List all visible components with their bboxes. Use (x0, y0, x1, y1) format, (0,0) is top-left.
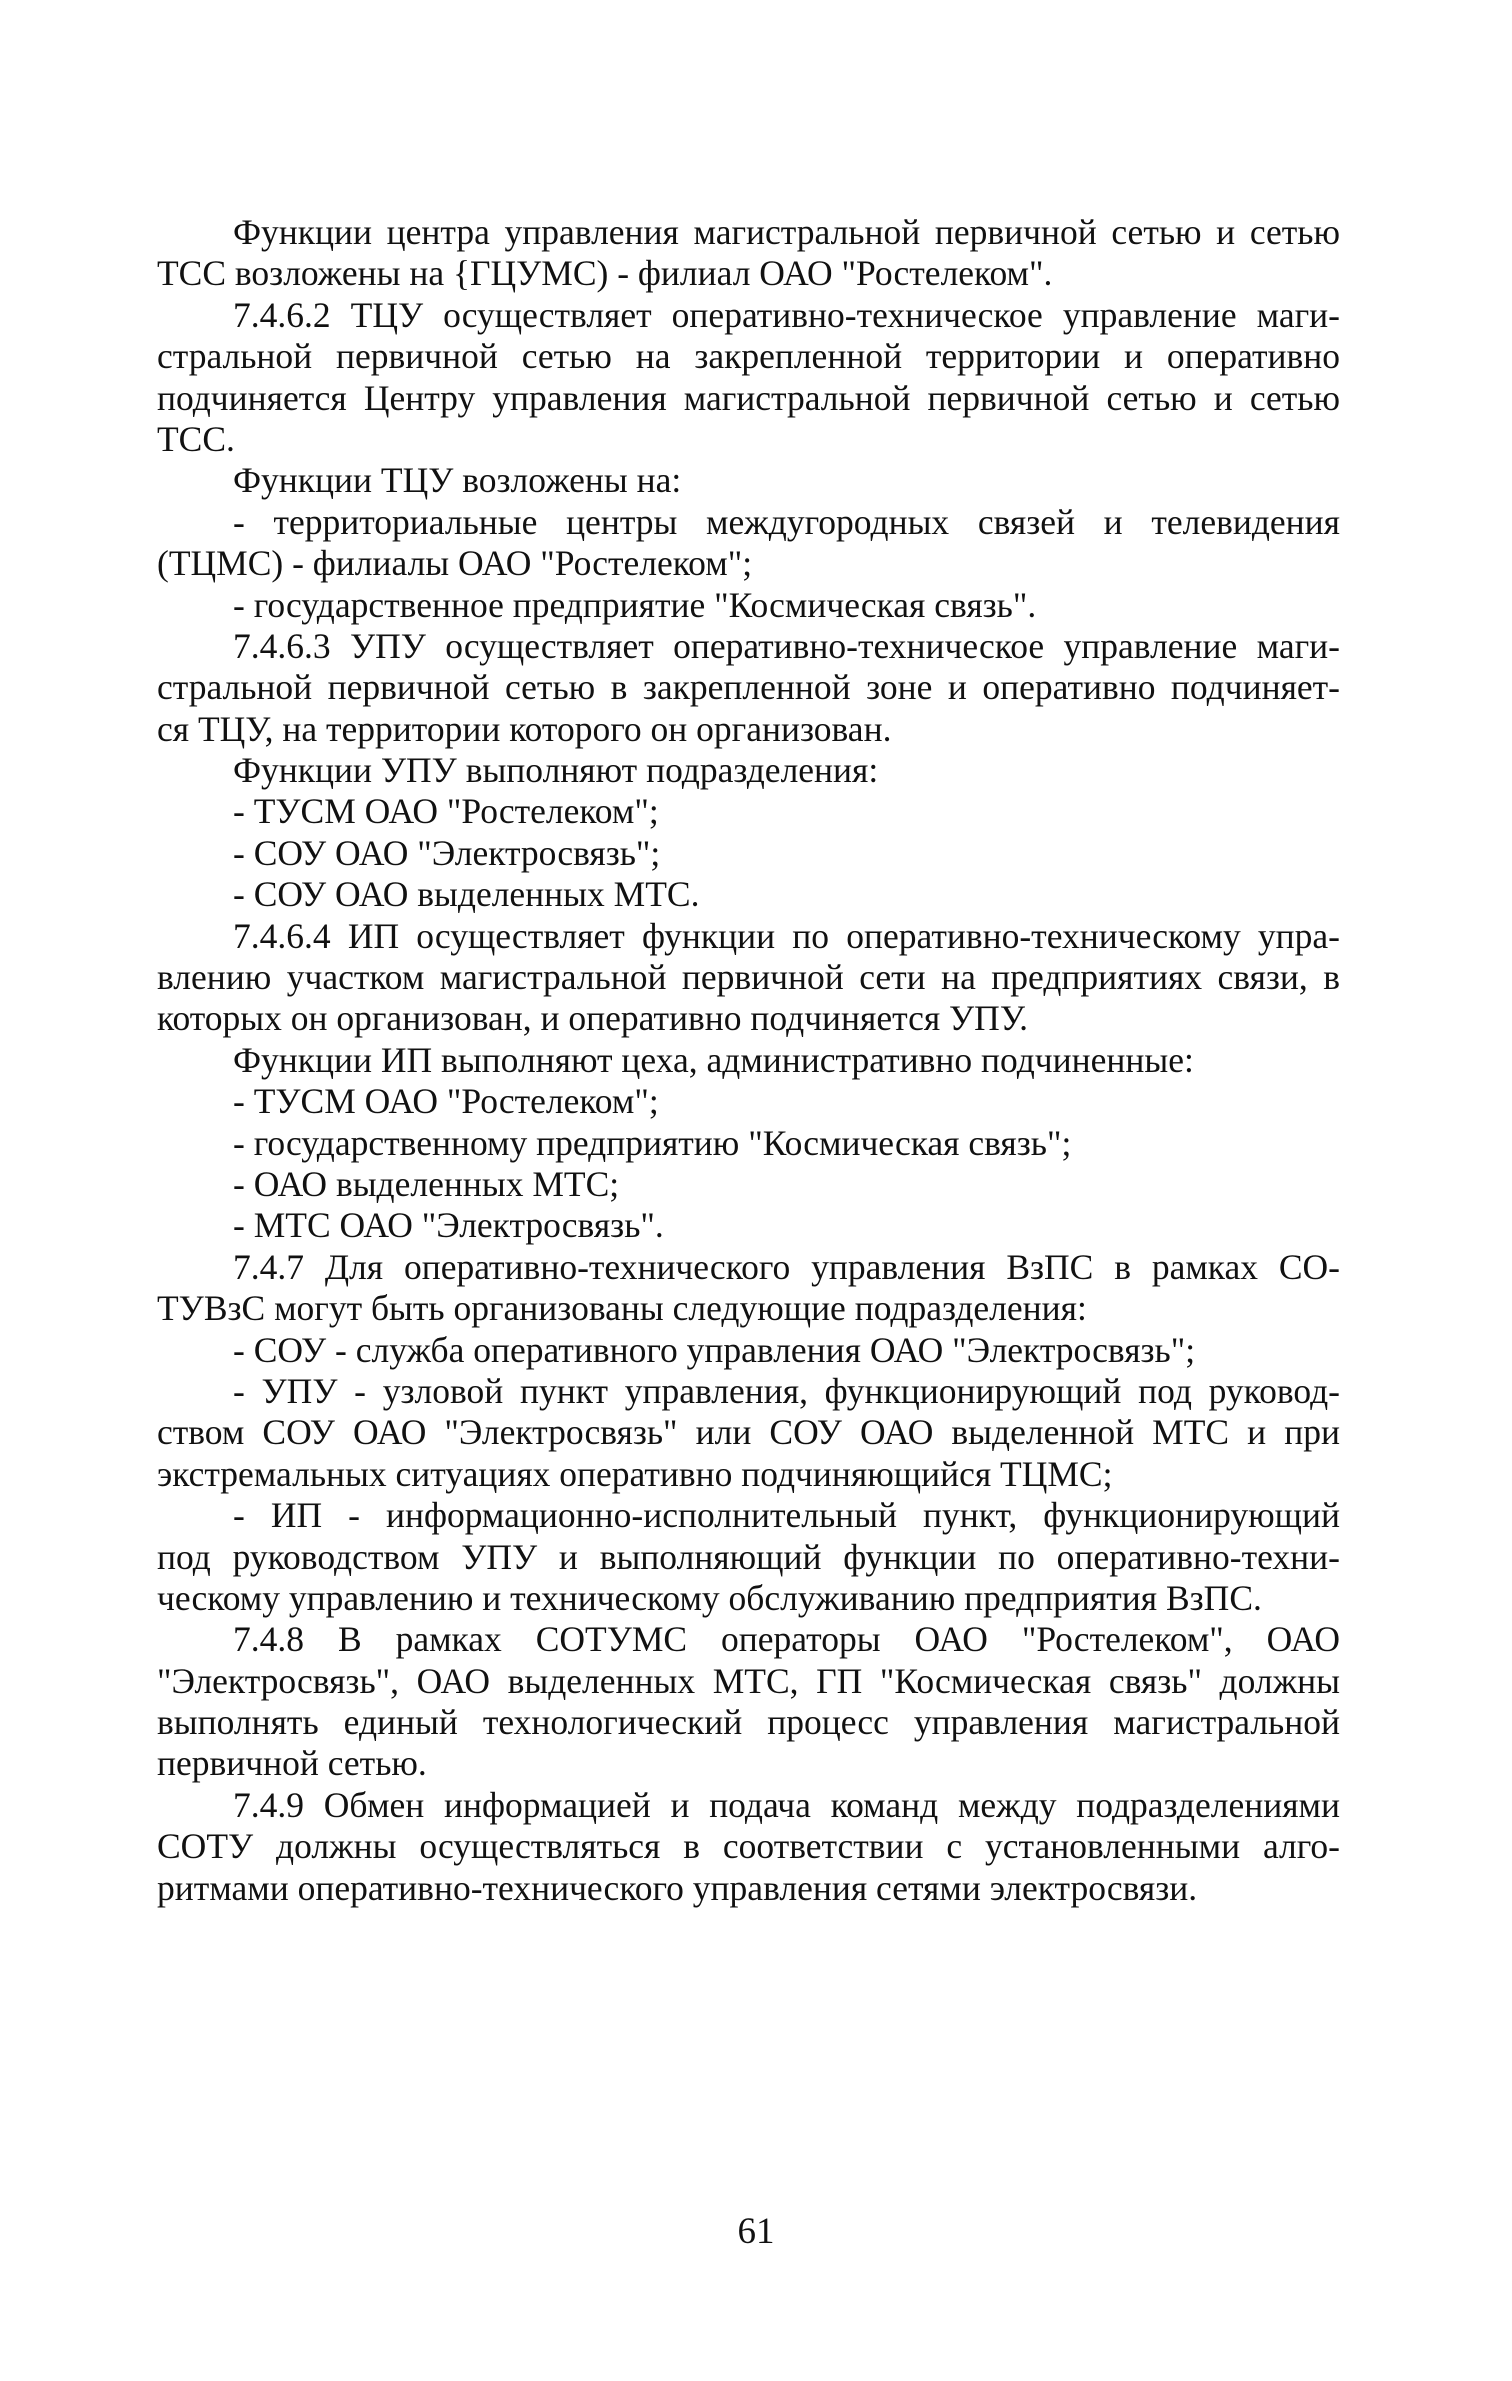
text-line: ритмами оперативно-технического управления сетями электросвязи. (157, 1867, 1198, 1908)
text-line: ческому управлению и техническому обслуживанию предприятия ВзПС. (157, 1577, 1262, 1618)
text-line: 7.4.8 В рамках СОТУМС операторы ОАО "Ростелеком", ОАО (233, 1619, 1340, 1660)
text-line: - ТУСМ ОАО "Ростелеком"; (233, 791, 659, 832)
text-line: Функции ТЦУ возложены на: (233, 460, 682, 501)
document-body (157, 212, 1340, 1909)
text-line: выполнять единый технологический процесс управления магистральной (157, 1702, 1340, 1743)
text-line: ся ТЦУ, на территории которого он организован. (157, 708, 892, 749)
page-number: 61 (737, 2211, 775, 2252)
text-line: (ТЦМС) - филиалы ОАО "Ростелеком"; (157, 543, 753, 584)
text-line: - СОУ - служба оперативного управления ОАО "Электросвязь"; (233, 1329, 1196, 1370)
text-line: - СОУ ОАО выделенных МТС. (233, 874, 700, 915)
text-line: - УПУ - узловой пункт управления, функционирующий под руковод- (233, 1370, 1340, 1411)
text-line: - МТС ОАО "Электросвязь". (233, 1205, 664, 1246)
text-line: 7.4.6.3 УПУ осуществляет оперативно-техническое управление маги- (233, 625, 1340, 666)
text-line: ТСС. (157, 418, 235, 459)
text-line: Функции ИП выполняют цеха, административно подчиненные: (233, 1039, 1194, 1080)
text-line: экстремальных ситуациях оперативно подчиняющийся ТЦМС; (157, 1453, 1113, 1494)
text-line: первичной сетью. (157, 1743, 427, 1784)
text-line: влению участком магистральной первичной сети на предприятиях связи, в (157, 957, 1340, 998)
text-line: Функции центра управления магистральной первичной сетью и сетью (233, 212, 1340, 252)
text-line: которых он организован, и оперативно подчиняется УПУ. (157, 998, 1029, 1039)
text-line: 7.4.6.2 ТЦУ осуществляет оперативно-техническое управление маги- (233, 294, 1340, 335)
text-line: ТУВзС могут быть организованы следующие подразделения: (157, 1288, 1087, 1329)
text-line: стральной первичной сетью на закрепленной территории и оперативно (157, 336, 1340, 377)
text-line: 7.4.9 Обмен информацией и подача команд между подразделениями (233, 1784, 1340, 1825)
text-line: СОТУ должны осуществляться в соответствии с установленными алго- (157, 1826, 1340, 1867)
text-line: подчиняется Центру управления магистральной первичной сетью и сетью (157, 377, 1340, 418)
text-line: ТСС возложены на {ГЦУМС) - филиал ОАО "Ростелеком". (157, 253, 1053, 294)
text-line: - территориальные центры междугородных связей и телевидения (233, 501, 1340, 542)
text-line: - ТУСМ ОАО "Ростелеком"; (233, 1081, 659, 1122)
text-line: 7.4.7 Для оперативно-технического управления ВзПС в рамках СО- (233, 1246, 1340, 1287)
text-line: ством СОУ ОАО "Электросвязь" или СОУ ОАО выделенной МТС и при (157, 1412, 1340, 1453)
text-line: Функции УПУ выполняют подразделения: (233, 750, 879, 791)
text-line: стральной первичной сетью в закрепленной зоне и оперативно подчиняет- (157, 667, 1340, 708)
text-line: 7.4.6.4 ИП осуществляет функции по оперативно-техническому упра- (233, 915, 1340, 956)
text-line: под руководством УПУ и выполняющий функции по оперативно-техни- (157, 1536, 1340, 1577)
text-line: - ИП - информационно-исполнительный пункт, функционирующий (233, 1495, 1340, 1536)
text-line: - государственному предприятию "Космическая связь"; (233, 1122, 1072, 1163)
text-line: "Электросвязь", ОАО выделенных МТС, ГП "Космическая связь" должны (157, 1660, 1340, 1701)
text-line: - СОУ ОАО "Электросвязь"; (233, 832, 661, 873)
text-line: - государственное предприятие "Космическая связь". (233, 584, 1037, 625)
text-line: - ОАО выделенных МТС; (233, 1163, 620, 1204)
